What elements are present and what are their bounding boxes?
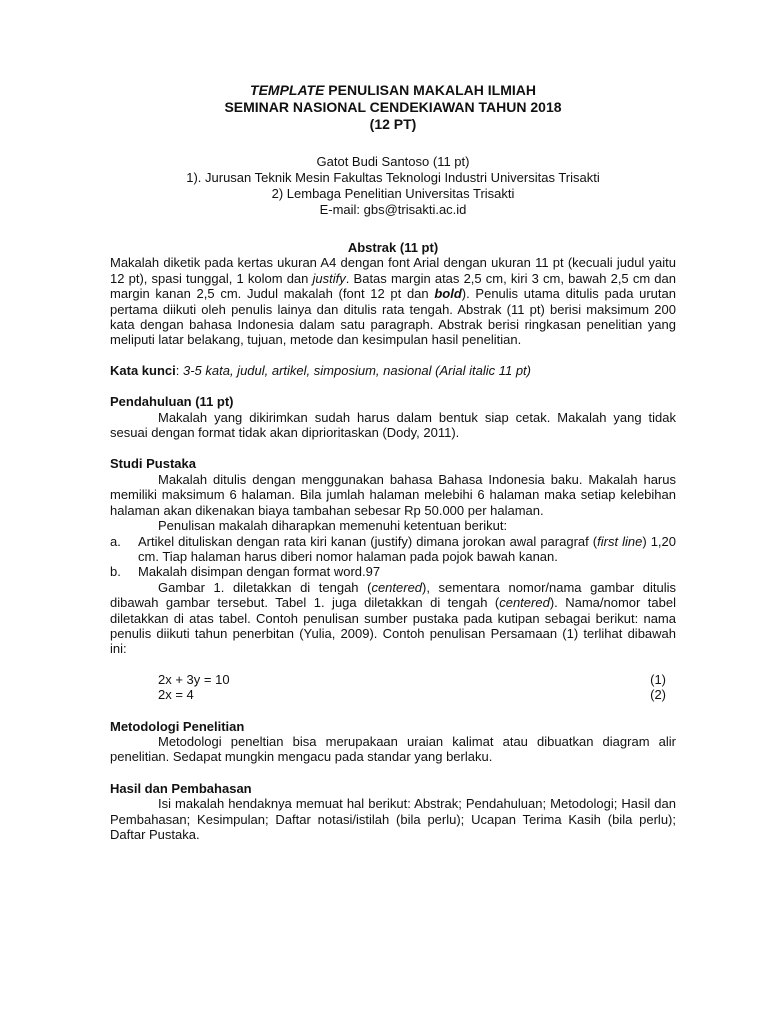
list-item-a xyxy=(110,534,676,565)
abstract-heading: Abstrak (11 pt) xyxy=(347,240,439,255)
abstract-text xyxy=(110,255,676,347)
section-heading-method: Metodologi Penelitian xyxy=(110,718,245,734)
list-item-b xyxy=(110,564,676,579)
section-heading-literature: Studi Pustaka xyxy=(110,456,196,472)
list-a-part-2: ) 1,20 cm. Tiap halaman harus diberi nomor halaman pada pojok bawah kanan. xyxy=(138,533,677,564)
title-line-2: SEMINAR NASIONAL CENDEKIAWAN TAHUN 2018 xyxy=(224,99,562,115)
affiliation-1: 1). Jurusan Teknik Mesin Fakultas Teknologi Industri Universitas Trisakti xyxy=(186,170,600,185)
lit-p3-italic-1: centered xyxy=(371,579,423,595)
literature-paragraph-1: Makalah ditulis dengan menggunakan bahasa Bahasa Indonesia baku. Makalah harus memiliki maksimum 6 halaman. Bila jumlah halaman melebihi 6 halaman maka setiap kelebihan halaman akan dikenakan biaya tambahan sebesar Rp 50.000 per halaman. xyxy=(110,471,676,518)
lit-p3-part-2: ), sementara nomor/nama gambar ditulis dibawah gambar tersebut. Tabel 1. juga diletakkan di tengah ( xyxy=(110,579,676,611)
list-a-italic: first line xyxy=(597,533,643,549)
lit-p3-part-1: Gambar 1. diletakkan di tengah ( xyxy=(158,579,372,595)
list-marker-a: a. xyxy=(110,533,121,549)
author-block xyxy=(110,154,676,218)
literature-paragraph-2: Penulisan makalah diharapkan memenuhi ketentuan berikut: xyxy=(158,518,508,534)
method-paragraph: Metodologi peneltian bisa merupakaan uraian kalimat atau dibuatkan diagram alir penelitian. Sedapat mungkin mengacu pada standar yang berlaku. xyxy=(110,733,676,765)
lit-p3-part-3: ). Nama/nomor tabel diletakkan di atas tabel. Contoh penulisan sumber pustaka pada kutipan sebagai berikut: nama penulis diikuti tahun penerbitan (Yulia, 2009). Contoh penulisan Persamaan (1) terlihat dibawah ini: xyxy=(110,595,676,657)
equation-block xyxy=(110,672,676,703)
list-marker-b: b. xyxy=(110,564,121,580)
keywords-text: 3-5 kata, judul, artikel, simposium, nasional (Arial italic 11 pt) xyxy=(182,362,532,378)
equation-1 xyxy=(110,672,676,687)
abstract-part-2: . Batas margin atas 2,5 cm, kiri 3 cm, bawah 2,5 cm dan margin kanan 2,5 cm. Judul makalah (font 12 pt dan xyxy=(110,270,676,302)
list-a-part-1: Artikel dituliskan dengan rata kiri kanan (justify) dimana jorokan awal paragraf ( xyxy=(138,533,598,549)
paper-title xyxy=(110,82,676,133)
keywords-separator: : xyxy=(175,362,183,378)
equation-2-number: (2) xyxy=(650,687,666,703)
abstract-part-1: Makalah diketik pada kertas ukuran A4 dengan font Arial dengan ukuran 11 pt (kecuali judul yaitu 12 pt), spasi tunggal, 1 kolom dan xyxy=(110,255,676,286)
title-line-1-rest: PENULISAN MAKALAH ILMIAH xyxy=(324,82,536,98)
abstract-justify-italic: justify xyxy=(312,270,346,286)
abstract-part-3: ). Penulis utama ditulis pada urutan pertama diikuti oleh penulis lainya dan ditulis rata tengah. Abstrak (11 pt) berisi maksimum 200 kata dengan bahasa Indonesia dalam satu paragraph. Abstrak berisi ringkasan penelitian yang meliputi latar belakang, tujuan, metode dan kesimpulan hasil penelitian. xyxy=(110,286,676,348)
keywords xyxy=(110,363,676,378)
affiliation-2: 2) Lembaga Penelitian Universitas Trisakti xyxy=(271,186,515,201)
literature-paragraph-3 xyxy=(110,580,676,657)
results-paragraph: Isi makalah hendaknya memuat hal berikut: Abstrak; Pendahuluan; Metodologi; Hasil dan Pembahasan; Kesimpulan; Daftar notasi/istilah (bila perlu); Ucapan Terima Kasih (bila perlu); Daftar Pustaka. xyxy=(110,796,676,842)
equation-2-text: 2x = 4 xyxy=(158,687,194,703)
intro-paragraph: Makalah yang dikirimkan sudah harus dalam bentuk siap cetak. Makalah yang tidak sesuai dengan format tidak akan diprioritaskan (Dody, 2011). xyxy=(110,409,676,441)
equation-1-number: (1) xyxy=(650,671,666,687)
section-heading-intro: Pendahuluan (11 pt) xyxy=(110,394,234,410)
title-line-1 xyxy=(110,82,676,99)
lit-p3-italic-2: centered xyxy=(499,595,550,611)
list-item-b-text: Makalah disimpan dengan format word.97 xyxy=(138,564,381,580)
author-email: E-mail: gbs@trisakti.ac.id xyxy=(319,202,467,217)
keywords-label: Kata kunci xyxy=(110,362,176,378)
title-template-word: TEMPLATE xyxy=(250,82,325,98)
title-line-3: (12 PT) xyxy=(369,116,417,132)
section-heading-results: Hasil dan Pembahasan xyxy=(110,780,252,796)
abstract-bold-word: bold xyxy=(434,286,462,302)
author-name: Gatot Budi Santoso (11 pt) xyxy=(316,154,470,169)
list-item-a-text xyxy=(138,534,676,565)
equation-2 xyxy=(110,687,676,702)
equation-1-text: 2x + 3y = 10 xyxy=(158,671,230,687)
